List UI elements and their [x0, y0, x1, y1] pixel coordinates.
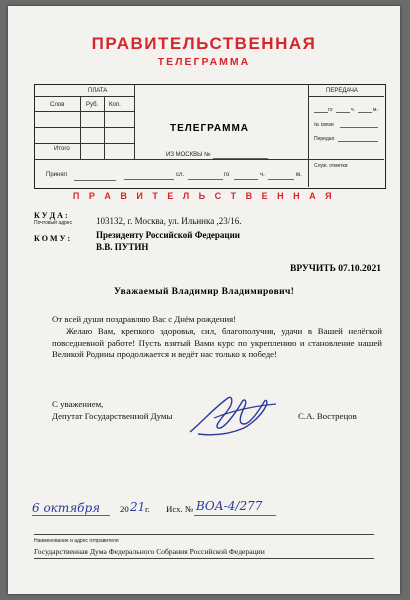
peredal-line — [338, 141, 378, 142]
sender-bottom-rule — [34, 558, 374, 559]
n-svyazi-label: № связи — [314, 122, 334, 128]
komu-line1: Президенту Российской Федерации — [96, 230, 240, 240]
slov-label: Слов — [50, 102, 65, 108]
body-paragraph: Желаю Вам, крепкого здоровья, сил, благополучия, удачи в Вашей нелёгкой повседневной работе! Пусть взятый Вами курс по укреплению и становление нашей Великой Родины продолжается и ведёт нас только к победе! — [52, 326, 382, 359]
right-ch-line — [336, 112, 350, 113]
center-ch-line — [234, 179, 258, 180]
center-m-line — [268, 179, 294, 180]
footer-year-hand: 21 — [130, 500, 146, 514]
center-m-label: м. — [296, 172, 302, 178]
right-col-rule — [308, 84, 309, 187]
komu-label: К О М У : — [34, 234, 71, 243]
kuda-sublabel: Почтовый адрес — [34, 220, 73, 226]
right-go-line — [314, 112, 328, 113]
right-m-label: м. — [373, 107, 378, 113]
sender-value: Государственная Дума Федерального Собрания Российской Федерации — [34, 547, 265, 556]
rub-label: Руб. — [86, 102, 99, 108]
komu-line2: В.В. ПУТИН — [96, 242, 149, 252]
right-go-label: го — [328, 107, 333, 113]
greeting: Уважаемый Владимир Владимирович! — [114, 287, 295, 297]
peredal-label: Передал — [314, 136, 335, 142]
peredacha-label: ПЕРЕДАЧА — [326, 88, 358, 94]
plata-rule — [34, 96, 134, 97]
kop-label: Коп. — [109, 102, 121, 108]
n-svyazi-line — [340, 127, 378, 128]
signature — [184, 390, 284, 440]
itogo-label: Итого — [54, 146, 70, 152]
telegram-sheet — [8, 6, 400, 594]
kuda-label: К У Д А : — [34, 211, 68, 220]
footer-year-suffix: г. — [145, 504, 150, 514]
footer-ish-hand: ВОА-4/277 — [196, 499, 263, 513]
plata-rule-4 — [34, 143, 134, 144]
footer-date-hand: 6 октября — [32, 501, 101, 515]
sender-top-rule — [34, 534, 374, 535]
kuda-value: 103132, г. Москва, ул. Ильинка ,23/16. — [96, 216, 242, 226]
plata-rule-3 — [34, 127, 134, 128]
center-telegram-label: ТЕЛЕГРАММА — [170, 123, 250, 134]
center-ch-label: ч. — [260, 172, 265, 178]
center-sl-label: сл. — [176, 172, 185, 178]
prinyal-label: Принял — [46, 172, 68, 178]
iz-moskvy-line — [213, 158, 268, 159]
closing-regards: С уважением, — [52, 399, 104, 409]
closing-position: Депутат Государственной Думы — [52, 411, 173, 421]
header-subtitle: ТЕЛЕГРАММА — [157, 56, 251, 68]
footer-year-prefix: 20 — [120, 504, 129, 514]
peredacha-rule — [308, 96, 384, 97]
header-title: ПРАВИТЕЛЬСТВЕННАЯ — [91, 34, 317, 53]
closing-name: С.А. Вострецов — [298, 411, 357, 421]
center-go-line — [188, 179, 223, 180]
iz-moskvy-label: ИЗ МОСКВЫ № — [166, 152, 211, 158]
footer-date-line — [32, 515, 110, 516]
right-m-line — [358, 112, 372, 113]
header-band: П Р А В И Т Е Л Ь С Т В Е Н Н А Я — [72, 191, 336, 201]
body-line1: От всей души поздравляю Вас с Днём рождения! — [52, 314, 237, 324]
sluzh-label: Служ. отметки — [314, 163, 348, 169]
center-sl-line — [124, 179, 174, 180]
sender-label: Наименование и адрес отправителя — [34, 538, 119, 544]
right-ch-label: ч. — [351, 107, 355, 113]
center-go-label: го — [224, 172, 230, 178]
deliver-date: ВРУЧИТЬ 07.10.2021 — [290, 264, 381, 274]
plata-rule-2 — [34, 111, 134, 112]
col-rule-3 — [134, 84, 135, 159]
prinyal-line — [74, 180, 116, 181]
footer-ish-label: Исх. № — [166, 504, 194, 514]
plata-label: ПЛАТА — [88, 88, 108, 94]
plata-rule-5 — [34, 159, 384, 160]
footer-ish-line — [194, 515, 276, 516]
